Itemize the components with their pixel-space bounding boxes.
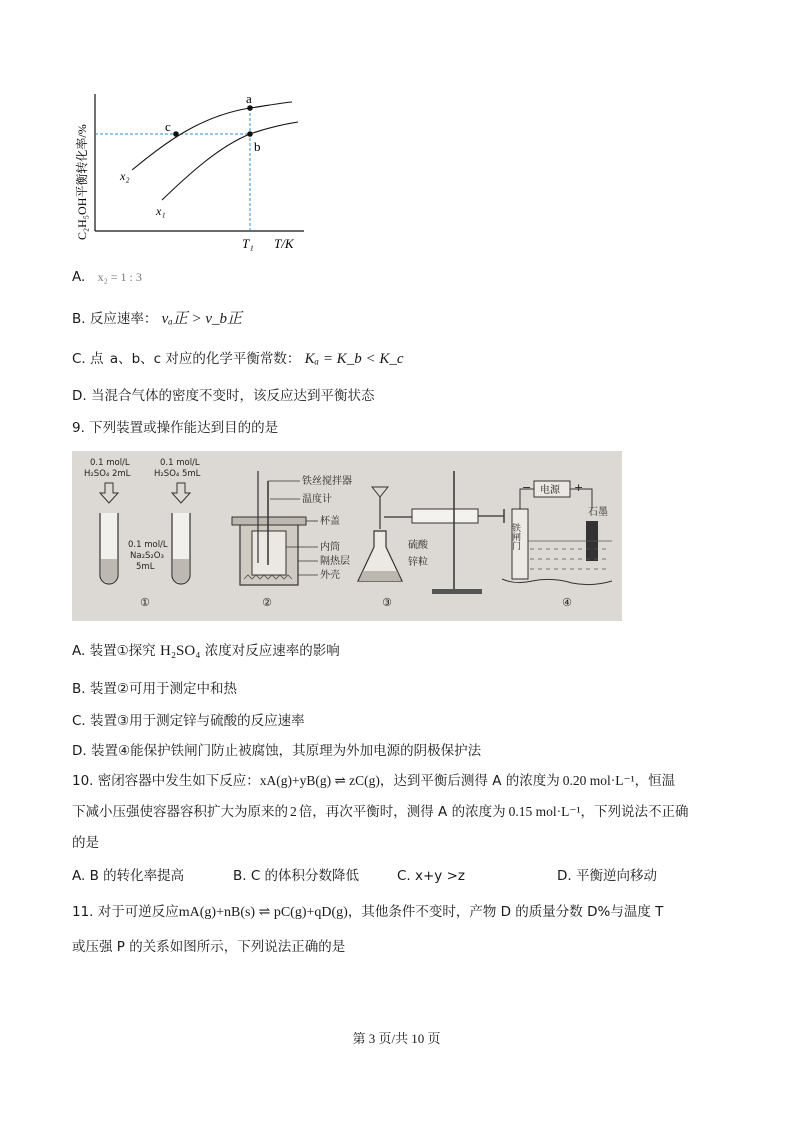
device-3-number: ③	[382, 596, 392, 609]
q8-option-b	[72, 310, 242, 328]
q10-stem-mid1: ，达到平衡后测得 A 的浓度为	[379, 773, 560, 789]
q9-option-a-suffix: 浓度对反应速率的影响	[204, 643, 340, 659]
q11-stem-line1	[72, 903, 663, 922]
label-inner-cylinder: 内筒	[320, 542, 340, 553]
q8-option-d: D. 当混合气体的密度不变时，该反应达到平衡状态	[72, 388, 375, 404]
q11-stem-start: 11. 对于可逆反应	[72, 904, 179, 920]
label-thermometer: 温度计	[302, 494, 332, 505]
tube-solution-conc: 0.1 mol/L	[128, 540, 168, 550]
q9-option-b: B. 装置②可用于测定中和热	[72, 681, 237, 697]
q9-option-a-prefix: A. 装置①探究	[72, 643, 156, 659]
label-outer-shell: 外壳	[320, 570, 340, 581]
q10-option-c: C. x+y >z	[397, 868, 465, 884]
q9-option-d: D. 装置④能保护铁闸门防止被腐蚀，其原理为外加电源的阴极保护法	[72, 743, 482, 759]
q9-stem: 9. 下列装置或操作能达到目的的是	[72, 420, 279, 436]
q8-option-a-prefix: A.	[72, 269, 86, 285]
tube1-conc-label: 0.1 mol/L	[90, 458, 130, 468]
q11-stem-line2: 或压强 P 的关系如图所示，下列说法正确的是	[72, 939, 346, 955]
q8-option-c	[72, 350, 403, 368]
label-power-supply: 电源	[540, 485, 560, 496]
q10-line2-end: ，下列说法不正确	[580, 804, 689, 820]
q10-line2-start: 下减小压强使容器容积扩大为原来的	[72, 804, 288, 820]
label-stirrer: 铁丝搅拌器	[302, 476, 352, 487]
curve-x2	[132, 102, 292, 170]
q10-conc2: 0.15 mol·L⁻¹	[508, 804, 581, 819]
q10-factor: 2	[290, 804, 297, 819]
q10-stem-line2	[72, 803, 689, 821]
q8-option-c-formula: Kₐ = K_b < K_c	[304, 351, 404, 367]
tube1-vol-label: H₂SO₄ 2mL	[84, 469, 131, 479]
label-sulfuric-acid: 硫酸	[408, 540, 428, 551]
q10-line2-mid: 倍，再次平衡时，测得 A 的浓度为	[298, 804, 506, 820]
q9-option-a	[72, 642, 340, 660]
tube-solution-name: Na₂S₂O₃	[130, 551, 164, 561]
q8-option-c-points: a、b、c	[109, 351, 162, 367]
device-1-number: ①	[140, 596, 150, 609]
tube2-conc-label: 0.1 mol/L	[160, 458, 200, 468]
q8-option-b-prefix: B. 反应速率：	[72, 311, 158, 327]
point-c-label: c	[165, 119, 171, 134]
q10-option-d: D. 平衡逆向移动	[557, 868, 657, 884]
q10-stem-start: 10. 密闭容器中发生如下反应：	[72, 773, 260, 789]
page-number-footer: 第 3 页/共 10 页	[352, 1031, 441, 1046]
q11-stem-end: ，其他条件不变时，产物 D 的质量分数 D%与温度 T	[347, 904, 664, 920]
point-c-marker	[173, 131, 179, 137]
tube2-vol-label: H₂SO₄ 5mL	[154, 469, 201, 479]
q8-option-b-formula: vₐ正 > v_b正	[161, 311, 242, 327]
label-insulation: 隔热层	[320, 556, 350, 567]
q10-stem-line3: 的是	[72, 835, 99, 851]
q10-stem-mid2: ，恒温	[634, 773, 676, 789]
label-zinc-granules: 锌粒	[408, 557, 428, 568]
svg-text:−: −	[522, 481, 532, 494]
label-iron-gate: 铁闸门	[510, 523, 520, 550]
q10-conc1: 0.20 mol·L⁻¹	[562, 773, 635, 788]
tube-solution-vol: 5mL	[136, 562, 155, 572]
point-a-label: a	[246, 91, 252, 106]
q10-stem-line1	[72, 772, 675, 790]
device-2-number: ②	[262, 596, 272, 609]
x-tick-t1: T₁	[242, 236, 254, 251]
curve-x1-label: x₁	[156, 204, 166, 218]
y-axis-label: C₂H₅OH平衡转化率/%	[75, 124, 89, 240]
q8-option-c-mid: 对应的化学平衡常数：	[165, 351, 301, 367]
q10-option-b: B. C 的体积分数降低	[233, 868, 360, 884]
q8-option-c-prefix: C. 点	[72, 351, 104, 367]
point-b-label: b	[254, 139, 261, 154]
device-4-number: ④	[562, 596, 572, 609]
q8-option-a	[72, 268, 142, 286]
point-b-marker	[247, 131, 253, 137]
q8-option-a-formula: x₂ = 1 : 3	[97, 270, 142, 284]
x-axis-label: T/K	[274, 236, 294, 251]
q9-option-c: C. 装置③用于测定锌与硫酸的反应速率	[72, 713, 305, 729]
q10-option-a: A. B 的转化率提高	[72, 868, 185, 884]
equilibrium-conversion-graph	[70, 88, 310, 253]
curve-x2-label: x₂	[120, 169, 130, 183]
point-a-marker	[247, 105, 253, 111]
q11-reaction: mA(g)+nB(s) ⇌ pC(g)+qD(g)	[178, 905, 348, 920]
q10-reaction: xA(g)+yB(g) ⇌ zC(g)	[259, 773, 380, 788]
label-graphite: 石墨	[588, 507, 608, 518]
svg-text:+: +	[574, 481, 584, 494]
q9-apparatus-photo	[72, 451, 622, 621]
q9-option-a-formula: H₂SO₄	[159, 643, 201, 659]
label-lid: 杯盖	[320, 516, 340, 527]
